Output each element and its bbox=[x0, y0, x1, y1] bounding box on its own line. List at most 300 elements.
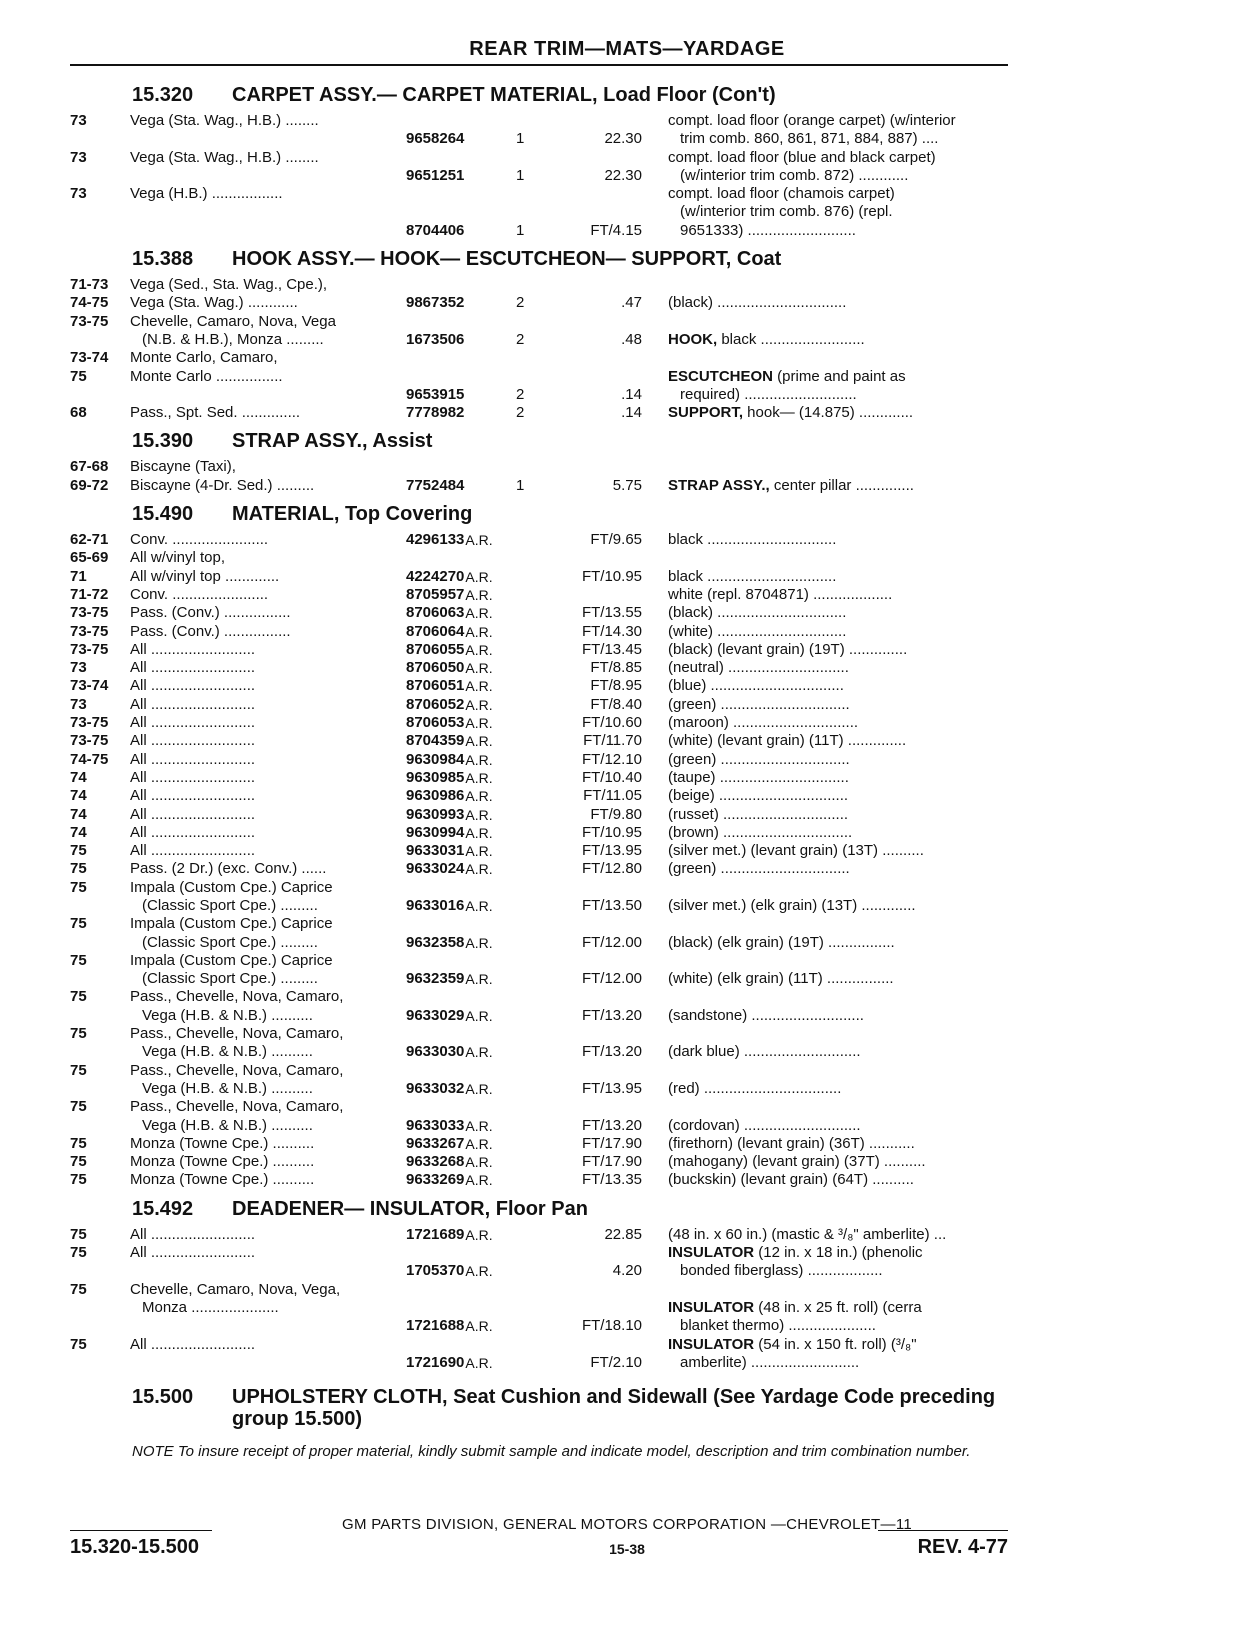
remarks-bold: INSULATOR bbox=[668, 1335, 755, 1353]
price: FT/12.80 bbox=[581, 860, 642, 878]
remarks-line: SUPPORT, hook— (14.875) ............. bbox=[668, 404, 914, 422]
amount-required: A.R. bbox=[465, 1080, 493, 1097]
model-year: 73-75 bbox=[70, 732, 109, 750]
model-description bbox=[130, 732, 406, 750]
model-description bbox=[130, 952, 406, 989]
description-line: Pass. (Conv.) ................ bbox=[130, 604, 291, 622]
section-title: STRAP ASSY., Assist bbox=[232, 430, 433, 453]
description-line: Monte Carlo ................ bbox=[130, 367, 283, 385]
model-year: 71-73 bbox=[70, 276, 109, 294]
model-description bbox=[130, 568, 406, 586]
price bbox=[556, 313, 642, 331]
part-number: 9633269 bbox=[406, 1171, 465, 1189]
price: FT/13.55 bbox=[581, 604, 642, 622]
remarks bbox=[642, 1153, 1010, 1171]
description-line: Pass. (Conv.) ................ bbox=[130, 622, 291, 640]
part-number-cell bbox=[406, 276, 516, 294]
remarks bbox=[642, 696, 1010, 714]
quantity bbox=[516, 458, 556, 476]
price: FT/13.35 bbox=[581, 1171, 642, 1189]
price: FT/12.10 bbox=[581, 750, 642, 768]
remarks-line: (buckskin) (levant grain) (64T) .......... bbox=[668, 1171, 914, 1189]
model-description bbox=[130, 842, 406, 860]
description-line: All ......................... bbox=[130, 842, 256, 860]
amount-required: A.R. bbox=[465, 1007, 493, 1024]
part-number: 9633024 bbox=[406, 860, 465, 878]
part-number: 9633031 bbox=[406, 842, 465, 860]
part-number-cell bbox=[406, 1098, 516, 1135]
model-year: 67-68 bbox=[70, 458, 109, 476]
model-description bbox=[130, 1135, 406, 1153]
quantity bbox=[516, 623, 556, 641]
price: 5.75 bbox=[612, 476, 642, 494]
model-description bbox=[130, 1062, 406, 1099]
part-number: 9630986 bbox=[406, 787, 465, 805]
part-number-cell bbox=[406, 549, 516, 567]
quantity bbox=[516, 1336, 556, 1373]
section-number: 15.500 bbox=[132, 1386, 194, 1409]
part-number: 9633016 bbox=[406, 896, 465, 914]
model-description bbox=[130, 404, 406, 422]
description-line: Vega (Sta. Wag., H.B.) ........ bbox=[130, 148, 319, 166]
model-description bbox=[130, 1025, 406, 1062]
table-row bbox=[70, 751, 1010, 769]
part-number-cell bbox=[406, 604, 516, 622]
part-number: 8706051 bbox=[406, 677, 465, 695]
model-year bbox=[70, 331, 130, 349]
remarks bbox=[642, 604, 1010, 622]
quantity: 1 bbox=[516, 476, 525, 494]
price bbox=[556, 549, 642, 567]
amount-required: A.R. bbox=[465, 751, 493, 768]
remarks-line bbox=[668, 1098, 1010, 1116]
part-number: 4296133 bbox=[406, 531, 465, 549]
part-number-cell bbox=[406, 1135, 516, 1153]
remarks-line: (neutral) ............................. bbox=[668, 659, 849, 677]
section-number: 15.388 bbox=[132, 248, 194, 271]
model-year: 75 bbox=[70, 1280, 87, 1298]
part-number-cell bbox=[406, 1281, 516, 1336]
description-line: Pass., Chevelle, Nova, Camaro, bbox=[130, 1098, 344, 1116]
remarks-line bbox=[668, 1062, 1010, 1080]
quantity: 2 bbox=[516, 330, 525, 348]
remarks-line: (silver met.) (elk grain) (13T) ............. bbox=[668, 896, 916, 914]
model-description bbox=[130, 331, 406, 349]
price: FT/4.15 bbox=[590, 221, 642, 239]
quantity bbox=[516, 879, 556, 916]
amount-required: A.R. bbox=[465, 824, 493, 841]
model-description bbox=[130, 276, 406, 294]
model-year: 75 bbox=[70, 842, 87, 860]
model-year: 68 bbox=[70, 404, 87, 422]
price: .14 bbox=[621, 404, 642, 422]
remarks-line: (w/interior trim comb. 876) (repl. bbox=[680, 203, 893, 221]
remarks bbox=[642, 623, 1010, 641]
model-description bbox=[130, 185, 406, 240]
part-number-cell bbox=[406, 696, 516, 714]
description-line: Impala (Custom Cpe.) Caprice bbox=[130, 878, 333, 896]
amount-required: A.R. bbox=[465, 568, 493, 585]
quantity bbox=[516, 1281, 556, 1336]
quantity: 2 bbox=[516, 294, 525, 312]
part-number: 9630993 bbox=[406, 805, 465, 823]
table-row bbox=[70, 860, 1010, 878]
header-rule bbox=[70, 64, 1008, 66]
description-line: All ......................... bbox=[130, 1225, 256, 1243]
table-row bbox=[70, 623, 1010, 641]
table-row bbox=[70, 368, 1010, 405]
description-line: Vega (H.B. & N.B.) .......... bbox=[142, 1006, 313, 1024]
remarks-bold: ESCUTCHEON bbox=[668, 367, 774, 385]
description-line: Pass., Chevelle, Nova, Camaro, bbox=[130, 1025, 344, 1043]
part-number-cell bbox=[406, 185, 516, 240]
section-title: MATERIAL, Top Covering bbox=[232, 503, 473, 526]
amount-required: A.R. bbox=[465, 1044, 493, 1061]
price: FT/13.95 bbox=[581, 1079, 642, 1097]
quantity bbox=[516, 1098, 556, 1135]
model-year: 74-75 bbox=[70, 294, 109, 312]
section-heading bbox=[70, 426, 1010, 456]
remarks-line: (48 in. x 60 in.) (mastic & ³/₈" amberlite) ... bbox=[668, 1225, 947, 1243]
model-description bbox=[130, 1281, 406, 1336]
description-line: All ......................... bbox=[130, 768, 256, 786]
model-description bbox=[130, 349, 406, 367]
description-line: (Classic Sport Cpe.) ......... bbox=[142, 896, 318, 914]
description-line: Monza (Towne Cpe.) .......... bbox=[130, 1134, 315, 1152]
amount-required: A.R. bbox=[465, 1117, 493, 1134]
part-number: 1721688 bbox=[406, 1317, 465, 1335]
part-number-cell bbox=[406, 149, 516, 186]
description-line: All ......................... bbox=[130, 1335, 256, 1353]
quantity bbox=[516, 677, 556, 695]
remarks bbox=[642, 531, 1010, 549]
description-line: Pass., Spt. Sed. .............. bbox=[130, 404, 301, 422]
part-number: 1705370 bbox=[406, 1262, 465, 1280]
model-description bbox=[130, 112, 406, 149]
remarks bbox=[642, 641, 1010, 659]
remarks-line: (green) ............................... bbox=[668, 695, 850, 713]
quantity bbox=[516, 988, 556, 1025]
quantity bbox=[516, 860, 556, 878]
part-number: 9867352 bbox=[406, 294, 465, 312]
remarks bbox=[642, 1226, 1010, 1244]
part-number-cell bbox=[406, 477, 516, 495]
quantity bbox=[516, 349, 556, 367]
price bbox=[556, 458, 642, 476]
part-number-cell bbox=[406, 1244, 516, 1281]
part-number: 7778982 bbox=[406, 404, 465, 422]
remarks-line: (green) ............................... bbox=[668, 750, 850, 768]
price: FT/13.45 bbox=[581, 640, 642, 658]
description-line: All ......................... bbox=[130, 659, 256, 677]
description-line: Pass., Chevelle, Nova, Camaro, bbox=[130, 988, 344, 1006]
remarks-line: black ............................... bbox=[668, 567, 837, 585]
section-title: DEADENER— INSULATOR, Floor Pan bbox=[232, 1197, 588, 1220]
amount-required: A.R. bbox=[465, 971, 493, 988]
footer-revision: REV. 4-77 bbox=[917, 1536, 1008, 1558]
model-description bbox=[130, 806, 406, 824]
price: FT/10.60 bbox=[581, 714, 642, 732]
part-number-cell bbox=[406, 952, 516, 989]
description-line: Impala (Custom Cpe.) Caprice bbox=[130, 915, 333, 933]
table-row bbox=[70, 824, 1010, 842]
remarks-line: (red) ................................. bbox=[668, 1079, 842, 1097]
remarks-line: (maroon) .............................. bbox=[668, 714, 859, 732]
remarks-line: (white) ............................... bbox=[668, 622, 847, 640]
price: FT/17.90 bbox=[581, 1153, 642, 1171]
remarks-line: compt. load floor (orange carpet) (w/interior bbox=[668, 112, 956, 129]
remarks-line: (firethorn) (levant grain) (36T) ........... bbox=[668, 1134, 915, 1152]
section-heading bbox=[70, 1194, 1010, 1224]
quantity bbox=[516, 641, 556, 659]
quantity bbox=[516, 1226, 556, 1244]
part-number: 4224270 bbox=[406, 567, 465, 585]
remarks-line bbox=[668, 988, 1010, 1006]
section-number: 15.490 bbox=[132, 503, 194, 526]
model-year: 73-75 bbox=[70, 714, 109, 732]
model-year: 73-75 bbox=[70, 640, 109, 658]
part-number-cell bbox=[406, 294, 516, 312]
remarks bbox=[642, 732, 1010, 750]
quantity bbox=[516, 568, 556, 586]
price: FT/13.20 bbox=[581, 1006, 642, 1024]
amount-required: A.R. bbox=[465, 715, 493, 732]
amount-required: A.R. bbox=[465, 897, 493, 914]
remarks bbox=[642, 842, 1010, 860]
price: .48 bbox=[621, 330, 642, 348]
description-line: All ......................... bbox=[130, 695, 256, 713]
remarks-line: INSULATOR (12 in. x 18 in.) (phenolic bbox=[668, 1244, 923, 1262]
price: FT/13.20 bbox=[581, 1116, 642, 1134]
table-row bbox=[70, 915, 1010, 952]
part-number-cell bbox=[406, 349, 516, 367]
model-year: 74 bbox=[70, 787, 87, 805]
part-number-cell bbox=[406, 860, 516, 878]
part-number: 8705957 bbox=[406, 585, 465, 603]
section-heading bbox=[70, 244, 1010, 274]
model-year: 75 bbox=[70, 367, 87, 385]
quantity bbox=[516, 1171, 556, 1189]
part-number: 8706055 bbox=[406, 640, 465, 658]
description-line: All ......................... bbox=[130, 732, 256, 750]
part-number-cell bbox=[406, 1025, 516, 1062]
table-row bbox=[70, 149, 1010, 186]
part-number-cell bbox=[406, 641, 516, 659]
remarks-line bbox=[668, 915, 1010, 933]
model-description bbox=[130, 824, 406, 842]
remarks-line: (taupe) ............................... bbox=[668, 768, 849, 786]
price: FT/17.90 bbox=[581, 1134, 642, 1152]
remarks-line: black ............................... bbox=[668, 531, 837, 549]
remarks bbox=[642, 586, 1010, 604]
remarks bbox=[642, 988, 1010, 1025]
remarks bbox=[642, 458, 1010, 476]
remarks-line: INSULATOR (54 in. x 150 ft. roll) (³/₈" bbox=[668, 1335, 917, 1353]
model-year: 62-71 bbox=[70, 531, 109, 549]
part-number-cell bbox=[406, 879, 516, 916]
remarks-line: compt. load floor (chamois carpet) bbox=[668, 185, 895, 203]
part-number-cell bbox=[406, 568, 516, 586]
remarks bbox=[642, 787, 1010, 805]
remarks-line: HOOK, black ......................... bbox=[668, 330, 865, 348]
amount-required: A.R. bbox=[465, 1172, 493, 1189]
part-number-cell bbox=[406, 732, 516, 750]
quantity bbox=[516, 806, 556, 824]
model-year: 73 bbox=[70, 112, 87, 129]
remarks bbox=[642, 1062, 1010, 1099]
model-year: 75 bbox=[70, 1225, 87, 1243]
quantity bbox=[516, 1025, 556, 1062]
amount-required: A.R. bbox=[465, 934, 493, 951]
remarks bbox=[642, 185, 1010, 240]
price: FT/13.95 bbox=[581, 842, 642, 860]
table-row bbox=[70, 1281, 1010, 1336]
model-year: 74 bbox=[70, 805, 87, 823]
remarks-line: (russet) .............................. bbox=[668, 805, 849, 823]
model-year: 75 bbox=[70, 1025, 87, 1043]
price: 22.85 bbox=[604, 1225, 642, 1243]
part-number: 9630985 bbox=[406, 768, 465, 786]
model-year: 73-75 bbox=[70, 312, 109, 330]
description-line: Chevelle, Camaro, Nova, Vega, bbox=[130, 1280, 341, 1298]
part-number: 1721689 bbox=[406, 1225, 465, 1243]
part-number-cell bbox=[406, 1153, 516, 1171]
table-row bbox=[70, 185, 1010, 240]
amount-required: A.R. bbox=[465, 623, 493, 640]
amount-required: A.R. bbox=[465, 1154, 493, 1171]
model-description bbox=[130, 769, 406, 787]
part-number-cell bbox=[406, 714, 516, 732]
description-line: Conv. ....................... bbox=[130, 585, 269, 603]
price bbox=[556, 586, 642, 604]
part-number-cell bbox=[406, 769, 516, 787]
section-number: 15.320 bbox=[132, 84, 194, 106]
remarks bbox=[642, 879, 1010, 916]
quantity bbox=[516, 1244, 556, 1281]
part-number-cell bbox=[406, 404, 516, 422]
description-line: Vega (H.B.) ................. bbox=[130, 185, 283, 203]
remarks-line bbox=[668, 1025, 1010, 1043]
section-heading bbox=[70, 499, 1010, 529]
quantity bbox=[516, 531, 556, 549]
price: FT/13.50 bbox=[581, 896, 642, 914]
remarks bbox=[642, 1135, 1010, 1153]
remarks bbox=[642, 404, 1010, 422]
remarks bbox=[642, 477, 1010, 495]
table-row bbox=[70, 1062, 1010, 1099]
table-row bbox=[70, 732, 1010, 750]
remarks bbox=[642, 1171, 1010, 1189]
part-number: 9633030 bbox=[406, 1043, 465, 1061]
description-line: (N.B. & H.B.), Monza ......... bbox=[142, 330, 324, 348]
remarks-line: bonded fiberglass) .................. bbox=[680, 1262, 883, 1280]
table-row bbox=[70, 1244, 1010, 1281]
part-number-cell bbox=[406, 842, 516, 860]
amount-required: A.R. bbox=[465, 1354, 493, 1371]
remarks-line: amberlite) .......................... bbox=[680, 1353, 860, 1371]
amount-required: A.R. bbox=[465, 788, 493, 805]
table-row bbox=[70, 604, 1010, 622]
remarks bbox=[642, 714, 1010, 732]
part-number: 9633032 bbox=[406, 1079, 465, 1097]
price: FT/13.20 bbox=[581, 1043, 642, 1061]
remarks bbox=[642, 751, 1010, 769]
remarks-line: (brown) ............................... bbox=[668, 823, 853, 841]
quantity bbox=[516, 915, 556, 952]
table-row bbox=[70, 404, 1010, 422]
page-title: REAR TRIM—MATS—YARDAGE bbox=[469, 38, 785, 60]
description-line: Vega (Sed., Sta. Wag., Cpe.), bbox=[130, 276, 328, 294]
quantity bbox=[516, 696, 556, 714]
model-year: 75 bbox=[70, 1098, 87, 1116]
part-number-cell bbox=[406, 331, 516, 349]
amount-required: A.R. bbox=[465, 1318, 493, 1335]
description-line: All ......................... bbox=[130, 677, 256, 695]
footer-publisher: GM PARTS DIVISION, GENERAL MOTORS CORPORATION —CHEVROLET—11 bbox=[341, 1516, 912, 1533]
model-year: 75 bbox=[70, 878, 87, 896]
remarks-line: (sandstone) ........................... bbox=[668, 1006, 864, 1024]
description-line: Vega (H.B. & N.B.) .......... bbox=[142, 1043, 313, 1061]
remarks bbox=[642, 313, 1010, 331]
table-row bbox=[70, 641, 1010, 659]
quantity bbox=[516, 586, 556, 604]
model-description bbox=[130, 586, 406, 604]
section-number: 15.390 bbox=[132, 430, 194, 453]
quantity bbox=[516, 842, 556, 860]
part-number: 9632359 bbox=[406, 970, 465, 988]
remarks-line: (white) (levant grain) (11T) .............. bbox=[668, 732, 907, 750]
part-number-cell bbox=[406, 751, 516, 769]
model-description bbox=[130, 549, 406, 567]
remarks-line: (black) ............................... bbox=[668, 294, 847, 312]
amount-required: A.R. bbox=[465, 696, 493, 713]
remarks-line: (beige) ............................... bbox=[668, 787, 849, 805]
part-number: 9633029 bbox=[406, 1006, 465, 1024]
part-number-cell bbox=[406, 787, 516, 805]
table-row bbox=[70, 1153, 1010, 1171]
model-description bbox=[130, 623, 406, 641]
price bbox=[556, 349, 642, 367]
amount-required: A.R. bbox=[465, 843, 493, 860]
part-number-cell bbox=[406, 112, 516, 149]
remarks bbox=[642, 1336, 1010, 1373]
section-title: CARPET ASSY.— CARPET MATERIAL, Load Floor (Con't) bbox=[232, 84, 776, 106]
model-description bbox=[130, 677, 406, 695]
model-year: 73 bbox=[70, 185, 87, 203]
model-description bbox=[130, 860, 406, 878]
description-line: Impala (Custom Cpe.) Caprice bbox=[130, 951, 333, 969]
remarks bbox=[642, 824, 1010, 842]
quantity: 1 bbox=[516, 221, 525, 239]
model-description bbox=[130, 915, 406, 952]
price: 4.20 bbox=[612, 1262, 642, 1280]
remarks-line: (black) ............................... bbox=[668, 604, 847, 622]
remarks bbox=[642, 349, 1010, 367]
description-line: (Classic Sport Cpe.) ......... bbox=[142, 970, 318, 988]
price: FT/10.95 bbox=[581, 567, 642, 585]
part-number: 1673506 bbox=[406, 330, 465, 348]
quantity bbox=[516, 714, 556, 732]
footer-page-number: 15-38 bbox=[609, 1541, 645, 1557]
remarks-bold: SUPPORT, bbox=[668, 404, 744, 422]
remarks bbox=[642, 915, 1010, 952]
part-number-cell bbox=[406, 824, 516, 842]
amount-required: A.R. bbox=[465, 733, 493, 750]
section-title: UPHOLSTERY CLOTH, Seat Cushion and Sidewall (See Yardage Code preceding group 15.500) bbox=[232, 1386, 996, 1431]
part-number-cell bbox=[406, 1226, 516, 1244]
table-row bbox=[70, 586, 1010, 604]
quantity: 2 bbox=[516, 385, 525, 403]
